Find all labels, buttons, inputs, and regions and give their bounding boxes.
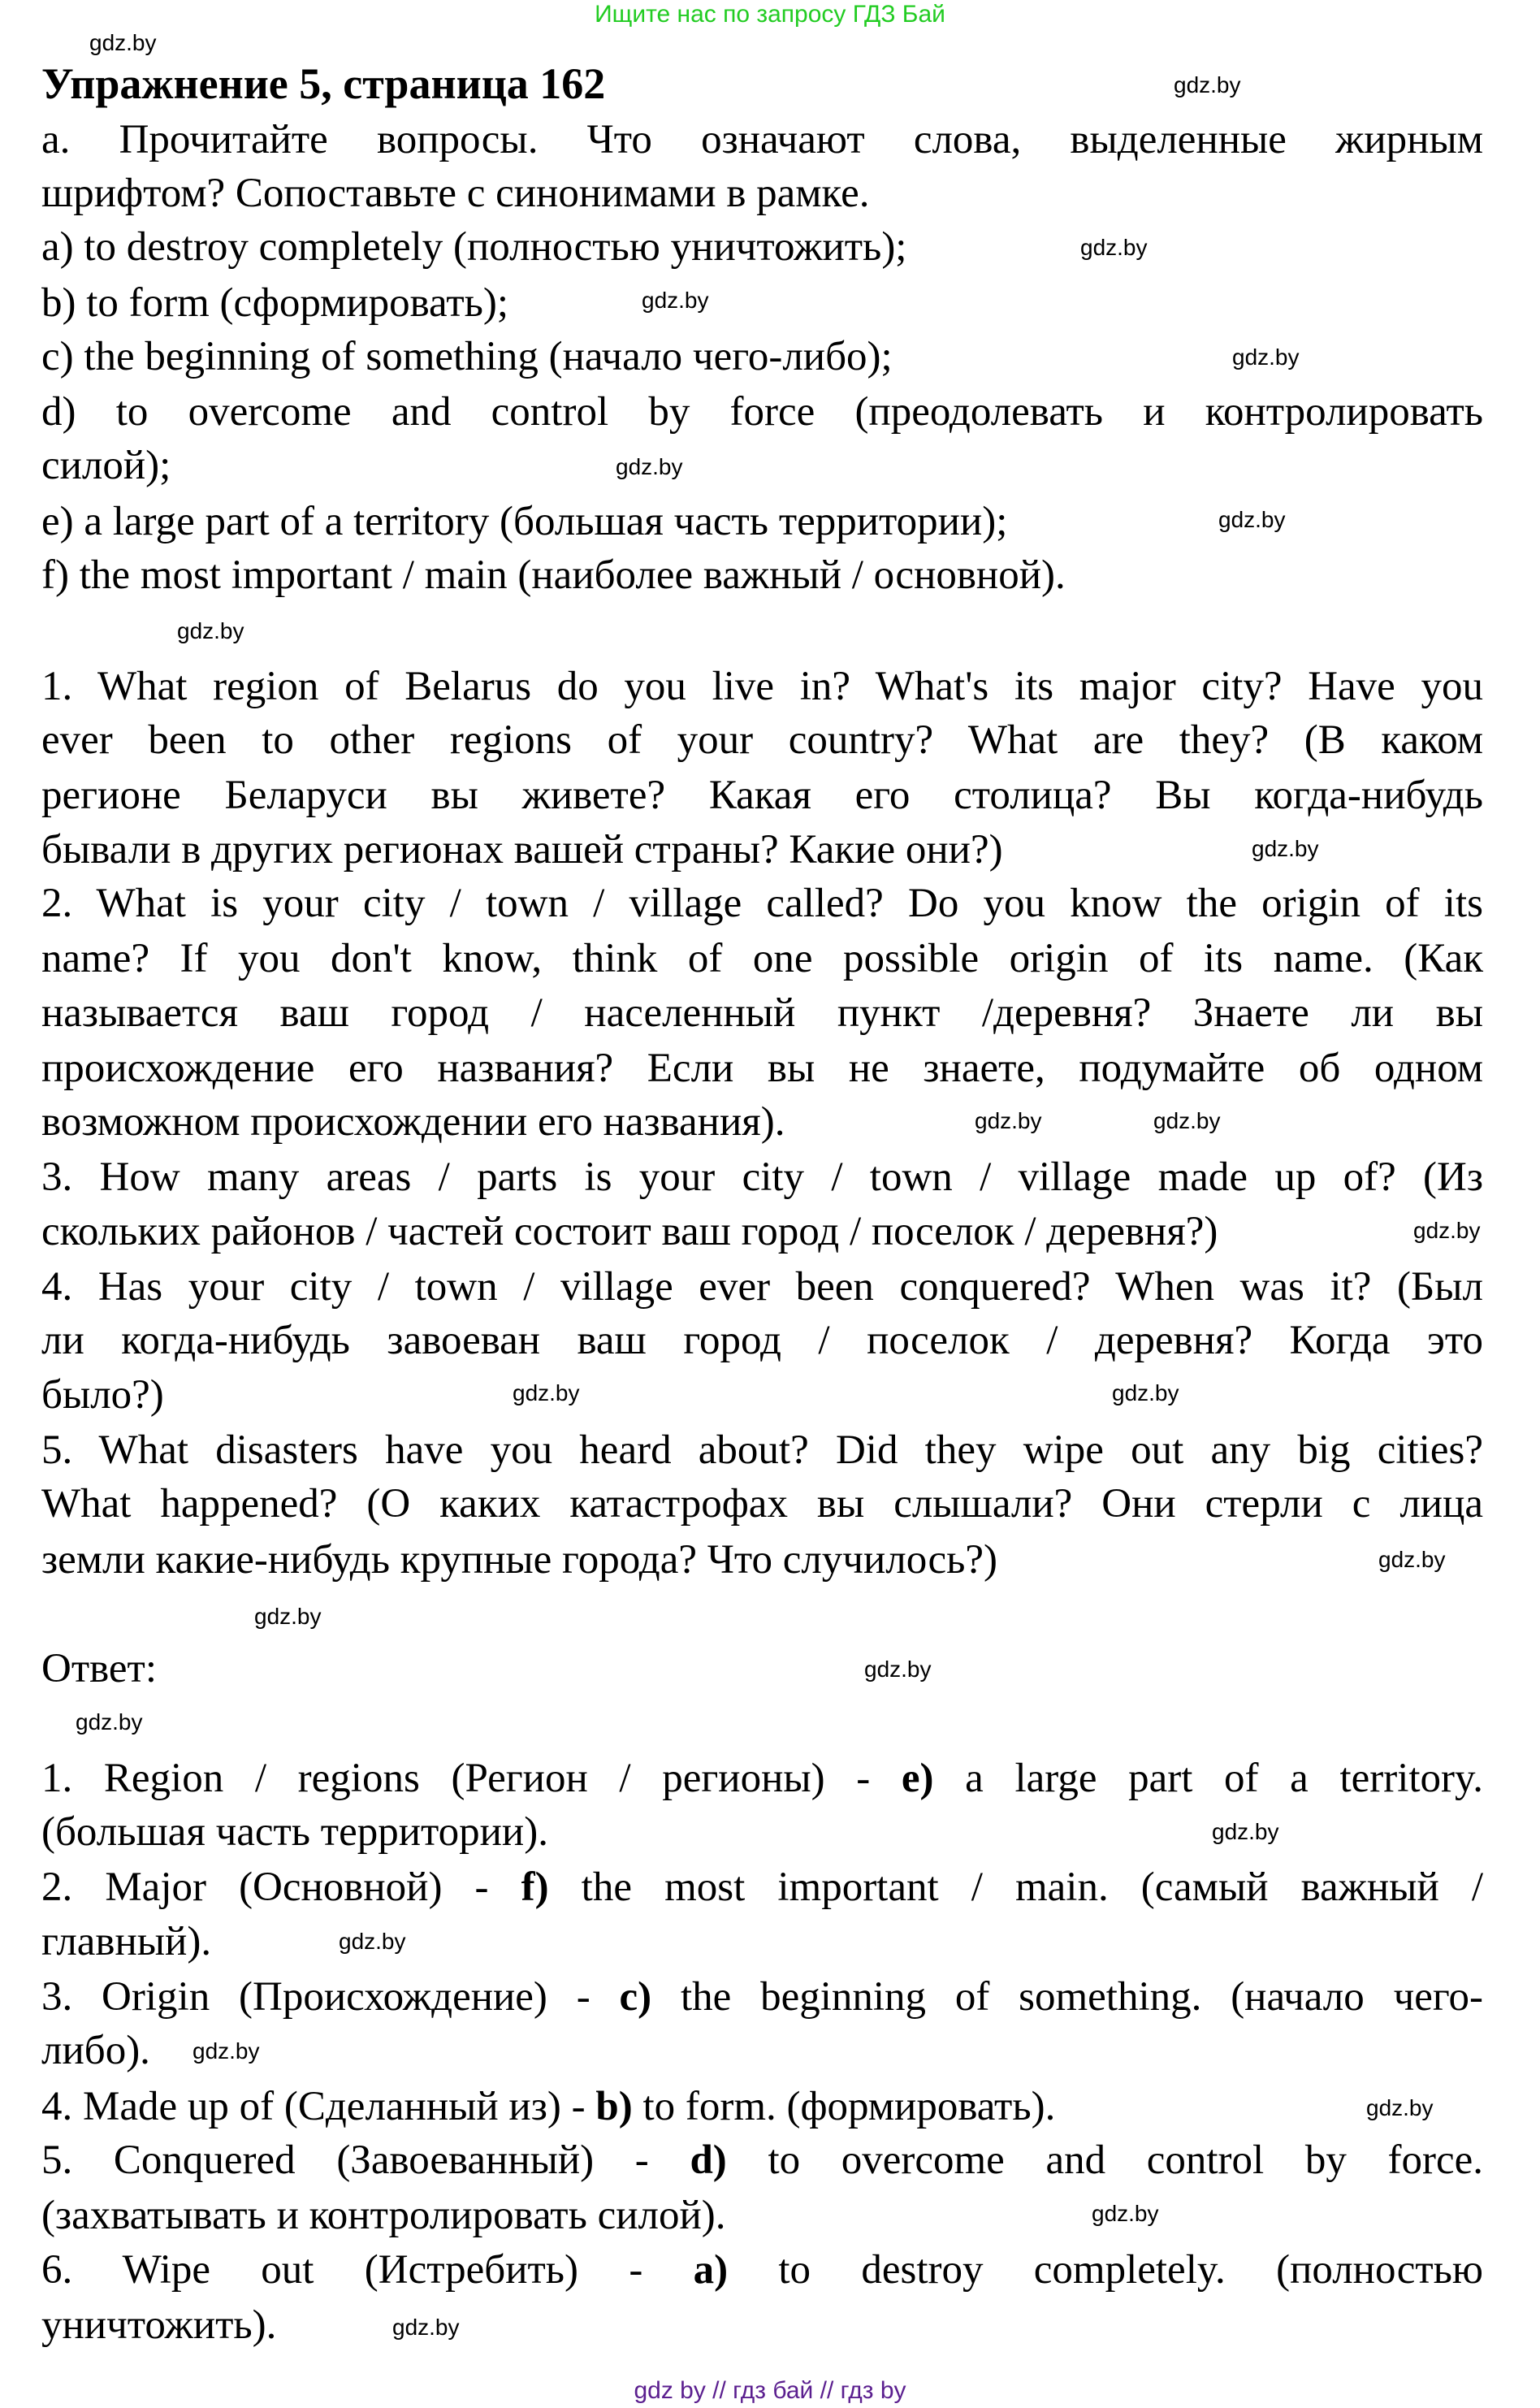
text-line: 3. How many areas / parts is your city / town / village made up of? (Из [41, 1154, 1483, 1200]
text-line: возможном происхождении его названия). [41, 1099, 785, 1145]
text-line: ever been to other regions of your country? What are they? (В каком [41, 717, 1483, 763]
watermark: gdz.by [616, 454, 683, 479]
text-line: называется ваш город / населенный пункт /деревня? Знаете ли вы [41, 990, 1483, 1036]
text-line: Ответ: [41, 1646, 157, 1691]
text-line: (захватывать и контролировать силой). [41, 2193, 726, 2238]
text-line: происхождение его названия? Если вы не знаете, подумайте об одном [41, 1046, 1483, 1091]
text-segment: to destroy completely. (полностью [728, 2247, 1483, 2293]
watermark: gdz.by [254, 1604, 322, 1629]
bottom-banner: gdz by // гдз бай // гдз by [634, 2377, 906, 2404]
watermark: gdz.by [1232, 344, 1300, 370]
watermark: gdz.by [513, 1380, 580, 1405]
watermark: gdz.by [1413, 1218, 1481, 1243]
watermark: gdz.by [392, 2315, 460, 2340]
text-segment: the beginning of something. (начало чего- [651, 1974, 1483, 2020]
watermark: gdz.by [177, 618, 244, 643]
text-line: What happened? (О каких катастрофах вы слышали? Они стерли с лица [41, 1481, 1483, 1527]
text-line: (большая часть территории). [41, 1809, 548, 1855]
answer-letter: e) [901, 1756, 934, 1801]
watermark: gdz.by [1112, 1380, 1179, 1405]
watermark: gdz.by [192, 2038, 260, 2064]
text-line: либо). [41, 2028, 150, 2073]
page-title: Упражнение 5, страница 162 [41, 59, 606, 108]
text-segment: the most important / main. (самый важный / [548, 1864, 1483, 1910]
answer-letter: b) [595, 2084, 633, 2129]
watermark: gdz.by [1092, 2201, 1159, 2226]
text-line: 4. Has your city / town / village ever been conquered? When was it? (Был [41, 1264, 1483, 1310]
text-line: a. Прочитайте вопросы. Что означают слова, выделенные жирным [41, 117, 1483, 162]
text-line: земли какие-нибудь крупные города? Что случилось?) [41, 1537, 997, 1583]
text-line: d) to overcome and control by force (преодолевать и контролировать [41, 389, 1483, 435]
text-line: главный). [41, 1919, 212, 1964]
watermark: gdz.by [642, 288, 709, 313]
watermark: gdz.by [1252, 836, 1319, 861]
text-segment: 3. Origin (Происхождение) - [41, 1974, 620, 2020]
answer-letter: c) [619, 1974, 652, 2020]
text-line: бывали в других регионах вашей страны? Какие они?) [41, 827, 1003, 873]
text-line: регионе Беларуси вы живете? Какая его столица? Вы когда-нибудь [41, 773, 1483, 818]
text-line: f) the most important / main (наиболее важный / основной). [41, 552, 1066, 598]
text-line: было?) [41, 1372, 164, 1418]
text-segment: 6. Wipe out (Истребить) - [41, 2247, 694, 2293]
text-line: 5. What disasters have you heard about? Did they wipe out any big cities? [41, 1427, 1483, 1473]
text-line: уничтожить). [41, 2302, 277, 2348]
text-line: b) to form (сформировать); [41, 280, 509, 326]
text-line: c) the beginning of something (начало чего-либо); [41, 334, 893, 379]
watermark: gdz.by [89, 30, 157, 55]
text-segment: 4. Made up of (Сделанный из) - [41, 2084, 596, 2129]
text-segment: a large part of a territory. [933, 1756, 1483, 1801]
text-segment: 1. Region / regions (Регион / регионы) - [41, 1756, 902, 1801]
text-line [41, 1860, 1483, 1915]
watermark: gdz.by [1366, 2095, 1434, 2120]
text-line: скольких районов / частей состоит ваш город / поселок / деревня?) [41, 1209, 1218, 1254]
answer-letter: d) [690, 2137, 727, 2183]
text-line: 1. What region of Belarus do you live in? What's its major city? Have you [41, 664, 1483, 709]
answer-letter: a) [693, 2247, 729, 2293]
text-line: e) a large part of a territory (большая часть территории); [41, 499, 1008, 544]
watermark: gdz.by [339, 1929, 406, 1954]
top-banner: Ищите нас по запросу ГДЗ Бай [595, 1, 945, 28]
text-line: name? If you don't know, think of one possible origin of its name. (Как [41, 936, 1483, 981]
text-segment: to overcome and control by force. [726, 2137, 1483, 2183]
text-line: 2. What is your city / town / village called? Do you know the origin of its [41, 881, 1483, 926]
text-line [41, 1970, 1483, 2025]
text-line: шрифтом? Сопоставьте с синонимами в рамке. [41, 171, 870, 216]
text-segment: to form. (формировать). [632, 2084, 1056, 2129]
answer-letter: f) [521, 1864, 549, 1910]
text-segment: 5. Conquered (Завоеванный) - [41, 2137, 690, 2183]
text-line: ли когда-нибудь завоеван ваш город / поселок / деревня? Когда это [41, 1318, 1483, 1363]
watermark: gdz.by [864, 1657, 932, 1682]
text-line [41, 1752, 1483, 1806]
text-line: силой); [41, 443, 171, 488]
text-line [41, 2080, 1055, 2134]
text-line [41, 2133, 1483, 2188]
watermark: gdz.by [1174, 72, 1241, 97]
watermark: gdz.by [1080, 235, 1148, 260]
watermark: gdz.by [1153, 1108, 1221, 1133]
watermark: gdz.by [975, 1108, 1042, 1133]
text-line [41, 2243, 1483, 2298]
text-segment: 2. Major (Основной) - [41, 1864, 521, 1910]
text-line: a) to destroy completely (полностью уничтожить); [41, 224, 907, 270]
watermark: gdz.by [1212, 1819, 1279, 1844]
watermark: gdz.by [1378, 1547, 1446, 1572]
watermark: gdz.by [76, 1709, 143, 1735]
watermark: gdz.by [1218, 507, 1286, 532]
